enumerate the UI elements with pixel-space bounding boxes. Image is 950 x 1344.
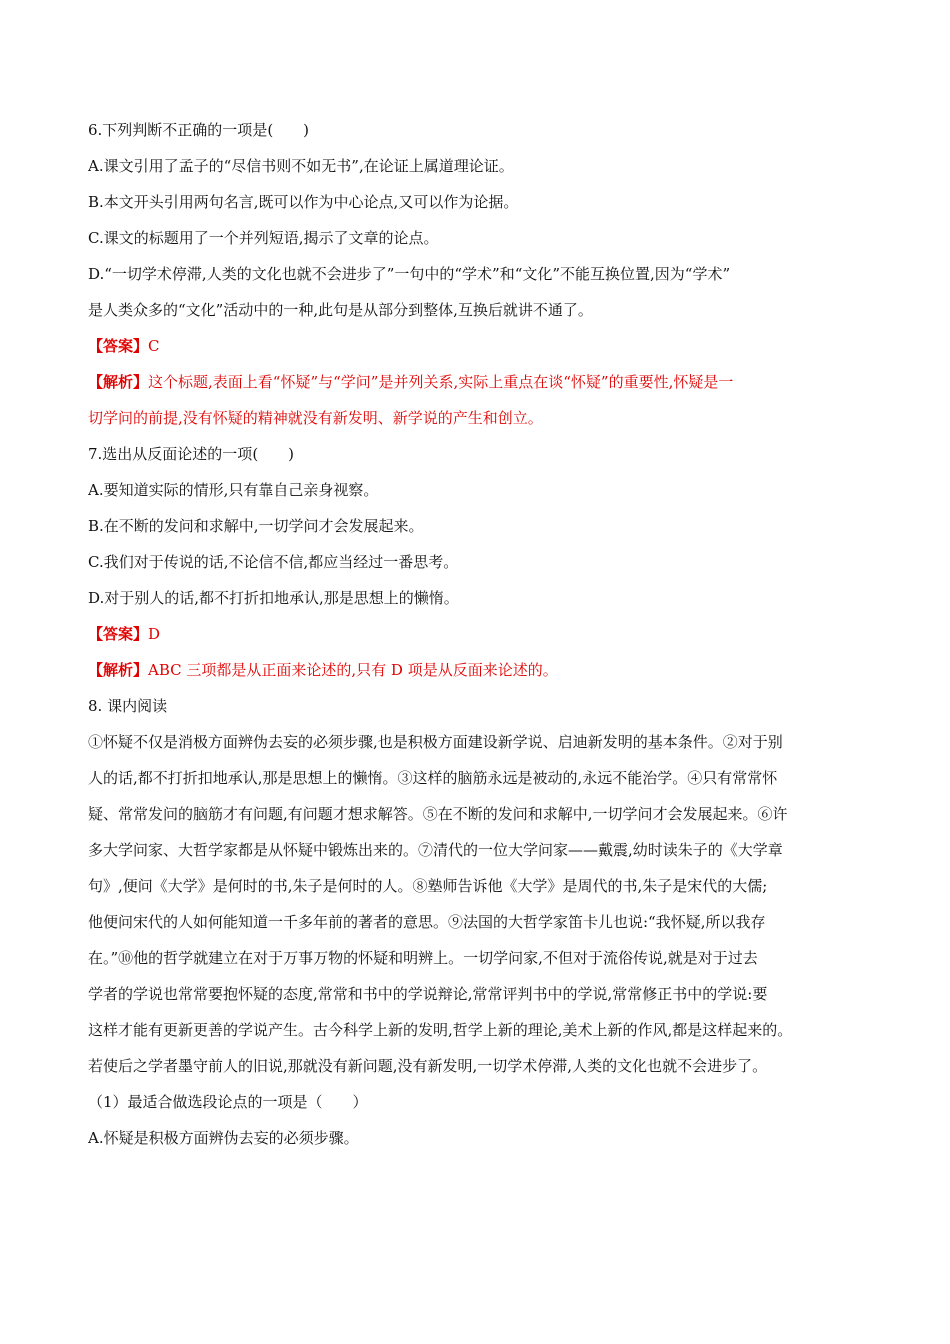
q6-option-d-line-2: 是人类众多的“文化”活动中的一种,此句是从部分到整体,互换后就讲不通了。: [88, 301, 593, 319]
passage-line: ①怀疑不仅是消极方面辨伪去妄的必须步骤,也是积极方面建设新学说、启迪新发明的基本条件。②对于别: [88, 733, 783, 751]
q6-option-d-line-1: D.“一切学术停滞,人类的文化也就不会进步了”一句中的“学术”和“文化”不能互换位置,因为“学术”: [88, 265, 731, 283]
analysis-tag: 【解析】: [88, 373, 149, 391]
answer-tag: 【答案】: [88, 337, 149, 355]
answer-value: D: [148, 625, 161, 643]
q7-option-d: D.对于别人的话,都不打折扣地承认,那是思想上的懒惰。: [88, 589, 459, 607]
q6-analysis-line-2: 切学问的前提,没有怀疑的精神就没有新发明、新学说的产生和创立。: [88, 409, 543, 427]
passage-line: 疑、常常发问的脑筋才有问题,有问题才想求解答。⑤在不断的发问和求解中,一切学问才会发展起来。⑥许: [88, 805, 788, 823]
q8-sub1-stem: （1）最适合做选段论点的一项是（ ）: [88, 1093, 368, 1111]
question-7: [88, 436, 868, 688]
passage-line: 句》,便问《大学》是何时的书,朱子是何时的人。⑧塾师告诉他《大学》是周代的书,朱子是宋代的大儒;: [88, 877, 768, 895]
answer-value: C: [148, 337, 160, 355]
q8-passage: [88, 724, 868, 1084]
passage-line: 在。”⑩他的哲学就建立在对于万事万物的怀疑和明辨上。一切学问家,不但对于流俗传说,就是对于过去: [88, 949, 758, 967]
passage-line: 他便问宋代的人如何能知道一千多年前的著者的意思。⑨法国的大哲学家笛卡儿也说:“我怀疑,所以我存: [88, 913, 766, 931]
passage-line: 若使后之学者墨守前人的旧说,那就没有新问题,没有新发明,一切学术停滞,人类的文化也就不会进步了。: [88, 1057, 768, 1075]
q6-option-b: B.本文开头引用两句名言,既可以作为中心论点,又可以作为论据。: [88, 193, 519, 211]
q8-title: 8. 课内阅读: [88, 697, 168, 715]
q7-stem: 7.选出从反面论述的一项( ): [88, 445, 295, 463]
document-page: [88, 112, 868, 1156]
q7-option-c: C.我们对于传说的话,不论信不信,都应当经过一番思考。: [88, 553, 459, 571]
q6-analysis-line-1: [88, 364, 868, 400]
passage-line: 多大学问家、大哲学家都是从怀疑中锻炼出来的。⑦清代的一位大学问家——戴震,幼时读朱子的《大学章: [88, 841, 783, 859]
q6-stem: 6.下列判断不正确的一项是( ): [88, 121, 310, 139]
q6-answer: [88, 328, 868, 364]
passage-line: 人的话,都不打折扣地承认,那是思想上的懒惰。③这样的脑筋永远是被动的,永远不能治学。④只有常常怀: [88, 769, 778, 787]
q7-analysis: [88, 652, 868, 688]
question-6: [88, 112, 868, 436]
analysis-text: ABC 三项都是从正面来论述的,只有 D 项是从反面来论述的。: [148, 661, 558, 679]
q8-sub1-option-a: A.怀疑是积极方面辨伪去妄的必须步骤。: [88, 1129, 359, 1147]
analysis-text: 这个标题,表面上看“怀疑”与“学问”是并列关系,实际上重点在谈“怀疑”的重要性,怀疑是一: [148, 373, 734, 391]
q7-option-a: A.要知道实际的情形,只有靠自己亲身视察。: [88, 481, 379, 499]
passage-line: 这样才能有更新更善的学说产生。古今科学上新的发明,哲学上新的理论,美术上新的作风,都是这样起来的。: [88, 1021, 793, 1039]
q7-answer: [88, 616, 868, 652]
q6-option-c: C.课文的标题用了一个并列短语,揭示了文章的论点。: [88, 229, 439, 247]
passage-line: 学者的学说也常常要抱怀疑的态度,常常和书中的学说辩论,常常评判书中的学说,常常修正书中的学说:要: [88, 985, 768, 1003]
answer-tag: 【答案】: [88, 625, 149, 643]
q6-option-a: A.课文引用了孟子的“尽信书则不如无书”,在论证上属道理论证。: [88, 157, 514, 175]
q7-option-b: B.在不断的发问和求解中,一切学问才会发展起来。: [88, 517, 424, 535]
analysis-tag: 【解析】: [88, 661, 149, 679]
question-8: [88, 688, 868, 1156]
